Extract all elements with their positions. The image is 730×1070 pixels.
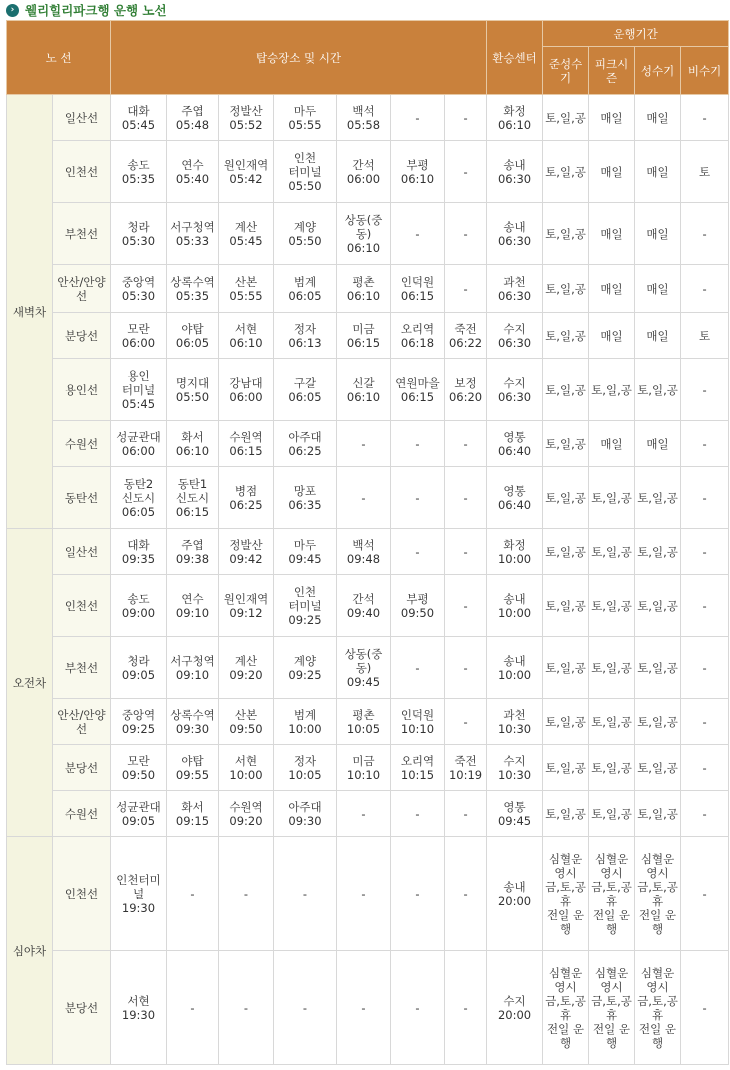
stop-cell: 평촌 06:10 [337, 265, 391, 313]
transfer-cell: 송내 10:00 [487, 637, 543, 699]
period-cell: 매일 [635, 141, 681, 203]
stop-cell: 오리역 06:18 [391, 313, 445, 359]
header-season-high: 성수기 [635, 47, 681, 95]
table-row [7, 637, 729, 699]
stop-cell: 동탄1 신도시 06:15 [167, 467, 219, 529]
stop-cell: - [445, 791, 487, 837]
header-season-peak: 피크시즌 [589, 47, 635, 95]
stop-cell: 용인 터미널 05:45 [111, 359, 167, 421]
period-cell: - [681, 203, 729, 265]
period-cell: 매일 [635, 313, 681, 359]
stop-cell: - [274, 951, 337, 1065]
stop-cell: 서구청역 09:10 [167, 637, 219, 699]
stop-cell: - [337, 791, 391, 837]
stop-cell: 부평 09:50 [391, 575, 445, 637]
stop-cell: 서구청역 05:33 [167, 203, 219, 265]
stop-cell: 대화 05:45 [111, 95, 167, 141]
stop-cell: 상동(중 동) 06:10 [337, 203, 391, 265]
route-cell: 수원선 [53, 421, 111, 467]
table-row [7, 141, 729, 203]
period-cell: 매일 [635, 265, 681, 313]
stop-cell: - [445, 637, 487, 699]
route-cell: 안산/안양 선 [53, 699, 111, 745]
stop-cell: - [391, 791, 445, 837]
period-cell: 토,일,공 [543, 359, 589, 421]
stop-cell: 화서 09:15 [167, 791, 219, 837]
stop-cell: - [337, 951, 391, 1065]
transfer-cell: 수지 10:30 [487, 745, 543, 791]
period-cell: 토,일,공 [589, 467, 635, 529]
period-cell: - [681, 791, 729, 837]
period-cell: 토,일,공 [589, 745, 635, 791]
stop-cell: 성균관대 09:05 [111, 791, 167, 837]
period-cell: 토 [681, 313, 729, 359]
stop-cell: 정자 10:05 [274, 745, 337, 791]
period-cell: 매일 [589, 203, 635, 265]
route-cell: 인천선 [53, 837, 111, 951]
stop-cell: 부평 06:10 [391, 141, 445, 203]
stop-cell: 원인재역 05:42 [219, 141, 274, 203]
transfer-cell: 송내 20:00 [487, 837, 543, 951]
stop-cell: - [445, 467, 487, 529]
period-cell: 토,일,공 [543, 203, 589, 265]
stop-cell: - [445, 529, 487, 575]
stop-cell: - [219, 837, 274, 951]
stop-cell: 간석 09:40 [337, 575, 391, 637]
stop-cell: 죽전 06:22 [445, 313, 487, 359]
stop-cell: 모란 09:50 [111, 745, 167, 791]
stop-cell: 백석 09:48 [337, 529, 391, 575]
transfer-cell: 영통 06:40 [487, 467, 543, 529]
period-cell: - [681, 837, 729, 951]
stop-cell: 인덕원 10:10 [391, 699, 445, 745]
period-cell: 심혈운 영시 금,토,공 휴 전일 운 행 [543, 951, 589, 1065]
route-cell: 일산선 [53, 95, 111, 141]
period-cell: 토,일,공 [543, 529, 589, 575]
stop-cell: 상록수역 05:35 [167, 265, 219, 313]
stop-cell: 인덕원 06:15 [391, 265, 445, 313]
table-row [7, 575, 729, 637]
stop-cell: - [445, 837, 487, 951]
stop-cell: 계산 09:20 [219, 637, 274, 699]
stop-cell: 아주대 09:30 [274, 791, 337, 837]
stop-cell: 주엽 09:38 [167, 529, 219, 575]
transfer-cell: 수지 06:30 [487, 359, 543, 421]
route-cell: 인천선 [53, 141, 111, 203]
period-cell: 토,일,공 [589, 637, 635, 699]
route-cell: 인천선 [53, 575, 111, 637]
transfer-cell: 영통 06:40 [487, 421, 543, 467]
table-row [7, 529, 729, 575]
transfer-cell: 송내 06:30 [487, 203, 543, 265]
period-cell: - [681, 529, 729, 575]
period-cell: 토,일,공 [543, 699, 589, 745]
stop-cell: 야탑 09:55 [167, 745, 219, 791]
stop-cell: - [219, 951, 274, 1065]
stop-cell: 보정 06:20 [445, 359, 487, 421]
period-cell: 매일 [589, 265, 635, 313]
stop-cell: 산본 09:50 [219, 699, 274, 745]
route-cell: 용인선 [53, 359, 111, 421]
header-boarding: 탑승장소 및 시간 [111, 21, 487, 95]
route-cell: 수원선 [53, 791, 111, 837]
route-cell: 분당선 [53, 951, 111, 1065]
stop-cell: 마두 05:55 [274, 95, 337, 141]
table-row [7, 837, 729, 951]
stop-cell: - [445, 951, 487, 1065]
period-cell: - [681, 575, 729, 637]
stop-cell: 산본 05:55 [219, 265, 274, 313]
title-bar [0, 0, 730, 20]
period-cell: 토,일,공 [589, 529, 635, 575]
route-cell: 부천선 [53, 637, 111, 699]
period-cell: - [681, 467, 729, 529]
stop-cell: 주엽 05:48 [167, 95, 219, 141]
period-cell: 매일 [635, 95, 681, 141]
stop-cell: - [337, 467, 391, 529]
header-season-shoulder: 준성수기 [543, 47, 589, 95]
stop-cell: 구갈 06:05 [274, 359, 337, 421]
stop-cell: - [391, 421, 445, 467]
period-cell: - [681, 699, 729, 745]
stop-cell: 아주대 06:25 [274, 421, 337, 467]
period-cell: 토,일,공 [635, 791, 681, 837]
period-cell: 토,일,공 [543, 141, 589, 203]
stop-cell: 상록수역 09:30 [167, 699, 219, 745]
category-cell: 심야차 [7, 837, 53, 1065]
period-cell: 토,일,공 [543, 637, 589, 699]
period-cell: 매일 [589, 95, 635, 141]
transfer-cell: 화정 06:10 [487, 95, 543, 141]
stop-cell: 중앙역 05:30 [111, 265, 167, 313]
period-cell: 토,일,공 [543, 745, 589, 791]
stop-cell: 야탑 06:05 [167, 313, 219, 359]
stop-cell: 청라 05:30 [111, 203, 167, 265]
transfer-cell: 화정 10:00 [487, 529, 543, 575]
stop-cell: 서현 06:10 [219, 313, 274, 359]
stop-cell: 연원마을 06:15 [391, 359, 445, 421]
chevron-right-icon: › [6, 4, 19, 17]
stop-cell: 인천터미 널 19:30 [111, 837, 167, 951]
stop-cell: 연수 05:40 [167, 141, 219, 203]
period-cell: - [681, 95, 729, 141]
period-cell: 토,일,공 [543, 467, 589, 529]
period-cell: - [681, 421, 729, 467]
stop-cell: 인천 터미널 09:25 [274, 575, 337, 637]
table-row [7, 313, 729, 359]
period-cell: 토,일,공 [543, 791, 589, 837]
stop-cell: 동탄2 신도시 06:05 [111, 467, 167, 529]
period-cell: 토,일,공 [635, 575, 681, 637]
table-row [7, 951, 729, 1065]
stop-cell: - [445, 141, 487, 203]
stop-cell: 백석 05:58 [337, 95, 391, 141]
schedule-body [7, 95, 729, 1065]
stop-cell: 범계 10:00 [274, 699, 337, 745]
schedule-table [6, 20, 729, 1065]
stop-cell: 정발산 09:42 [219, 529, 274, 575]
stop-cell: - [337, 421, 391, 467]
stop-cell: 병점 06:25 [219, 467, 274, 529]
stop-cell: 원인재역 09:12 [219, 575, 274, 637]
stop-cell: 중앙역 09:25 [111, 699, 167, 745]
stop-cell: - [391, 95, 445, 141]
period-cell: - [681, 359, 729, 421]
stop-cell: 화서 06:10 [167, 421, 219, 467]
period-cell: 토,일,공 [635, 529, 681, 575]
transfer-cell: 영통 09:45 [487, 791, 543, 837]
stop-cell: - [337, 837, 391, 951]
stop-cell: 인천 터미널 05:50 [274, 141, 337, 203]
stop-cell: 성균관대 06:00 [111, 421, 167, 467]
stop-cell: 강남대 06:00 [219, 359, 274, 421]
stop-cell: 수원역 09:20 [219, 791, 274, 837]
stop-cell: 서현 19:30 [111, 951, 167, 1065]
stop-cell: 평촌 10:05 [337, 699, 391, 745]
table-row [7, 791, 729, 837]
route-cell: 안산/안양 선 [53, 265, 111, 313]
table-row [7, 699, 729, 745]
route-cell: 일산선 [53, 529, 111, 575]
period-cell: - [681, 265, 729, 313]
stop-cell: - [274, 837, 337, 951]
period-cell: 토,일,공 [635, 745, 681, 791]
period-cell: 토 [681, 141, 729, 203]
transfer-cell: 송내 10:00 [487, 575, 543, 637]
stop-cell: 간석 06:00 [337, 141, 391, 203]
header-route: 노 선 [7, 21, 111, 95]
period-cell: 심혈운 영시 금,토,공 휴 전일 운 행 [635, 951, 681, 1065]
table-row [7, 467, 729, 529]
transfer-cell: 송내 06:30 [487, 141, 543, 203]
stop-cell: 계양 05:50 [274, 203, 337, 265]
period-cell: 매일 [589, 313, 635, 359]
period-cell: 토,일,공 [589, 699, 635, 745]
period-cell: 심혈운 영시 금,토,공 휴 전일 운 행 [589, 837, 635, 951]
stop-cell: 미금 06:15 [337, 313, 391, 359]
period-cell: 토,일,공 [543, 421, 589, 467]
transfer-cell: 과천 06:30 [487, 265, 543, 313]
stop-cell: 계산 05:45 [219, 203, 274, 265]
table-row [7, 265, 729, 313]
transfer-cell: 수지 20:00 [487, 951, 543, 1065]
stop-cell: - [391, 637, 445, 699]
category-cell: 오전차 [7, 529, 53, 837]
period-cell: 토,일,공 [543, 265, 589, 313]
period-cell: 토,일,공 [635, 359, 681, 421]
period-cell: 토,일,공 [589, 359, 635, 421]
stop-cell: 송도 05:35 [111, 141, 167, 203]
period-cell: 심혈운 영시 금,토,공 휴 전일 운 행 [543, 837, 589, 951]
period-cell: - [681, 745, 729, 791]
period-cell: 토,일,공 [635, 699, 681, 745]
stop-cell: - [445, 95, 487, 141]
stop-cell: 수원역 06:15 [219, 421, 274, 467]
category-cell: 새벽차 [7, 95, 53, 529]
stop-cell: - [445, 421, 487, 467]
stop-cell: 모란 06:00 [111, 313, 167, 359]
route-cell: 분당선 [53, 745, 111, 791]
stop-cell: 범계 06:05 [274, 265, 337, 313]
period-cell: 토,일,공 [635, 467, 681, 529]
stop-cell: 상동(중 동) 09:45 [337, 637, 391, 699]
stop-cell: - [391, 837, 445, 951]
period-cell: 토,일,공 [589, 791, 635, 837]
stop-cell: - [167, 951, 219, 1065]
period-cell: - [681, 951, 729, 1065]
stop-cell: 대화 09:35 [111, 529, 167, 575]
table-row [7, 203, 729, 265]
period-cell: 토,일,공 [543, 575, 589, 637]
table-row [7, 421, 729, 467]
period-cell: 매일 [635, 421, 681, 467]
header-transfer: 환승센터 [487, 21, 543, 95]
stop-cell: - [391, 951, 445, 1065]
stop-cell: 죽전 10:19 [445, 745, 487, 791]
stop-cell: - [391, 203, 445, 265]
stop-cell: 연수 09:10 [167, 575, 219, 637]
stop-cell: 계양 09:25 [274, 637, 337, 699]
stop-cell: 마두 09:45 [274, 529, 337, 575]
period-cell: 매일 [635, 203, 681, 265]
stop-cell: - [167, 837, 219, 951]
period-cell: 토,일,공 [543, 95, 589, 141]
period-cell: - [681, 637, 729, 699]
stop-cell: 정자 06:13 [274, 313, 337, 359]
stop-cell: 청라 09:05 [111, 637, 167, 699]
header-season-off: 비수기 [681, 47, 729, 95]
header-period: 운행기간 [543, 21, 729, 47]
stop-cell: - [445, 265, 487, 313]
transfer-cell: 과천 10:30 [487, 699, 543, 745]
table-row [7, 95, 729, 141]
stop-cell: 신갈 06:10 [337, 359, 391, 421]
stop-cell: 서현 10:00 [219, 745, 274, 791]
period-cell: 토,일,공 [635, 637, 681, 699]
period-cell: 심혈운 영시 금,토,공 휴 전일 운 행 [589, 951, 635, 1065]
stop-cell: 정발산 05:52 [219, 95, 274, 141]
period-cell: 토,일,공 [543, 313, 589, 359]
stop-cell: 망포 06:35 [274, 467, 337, 529]
period-cell: 토,일,공 [589, 575, 635, 637]
page-title: 웰리힐리파크행 운행 노선 [25, 3, 167, 18]
transfer-cell: 수지 06:30 [487, 313, 543, 359]
stop-cell: 명지대 05:50 [167, 359, 219, 421]
stop-cell: - [445, 575, 487, 637]
period-cell: 매일 [589, 421, 635, 467]
route-cell: 동탄선 [53, 467, 111, 529]
table-row [7, 745, 729, 791]
table-row [7, 359, 729, 421]
stop-cell: 미금 10:10 [337, 745, 391, 791]
period-cell: 매일 [589, 141, 635, 203]
stop-cell: 오리역 10:15 [391, 745, 445, 791]
stop-cell: - [445, 699, 487, 745]
stop-cell: - [445, 203, 487, 265]
stop-cell: - [391, 467, 445, 529]
route-cell: 분당선 [53, 313, 111, 359]
stop-cell: - [391, 529, 445, 575]
period-cell: 심혈운 영시 금,토,공 휴 전일 운 행 [635, 837, 681, 951]
stop-cell: 송도 09:00 [111, 575, 167, 637]
route-cell: 부천선 [53, 203, 111, 265]
